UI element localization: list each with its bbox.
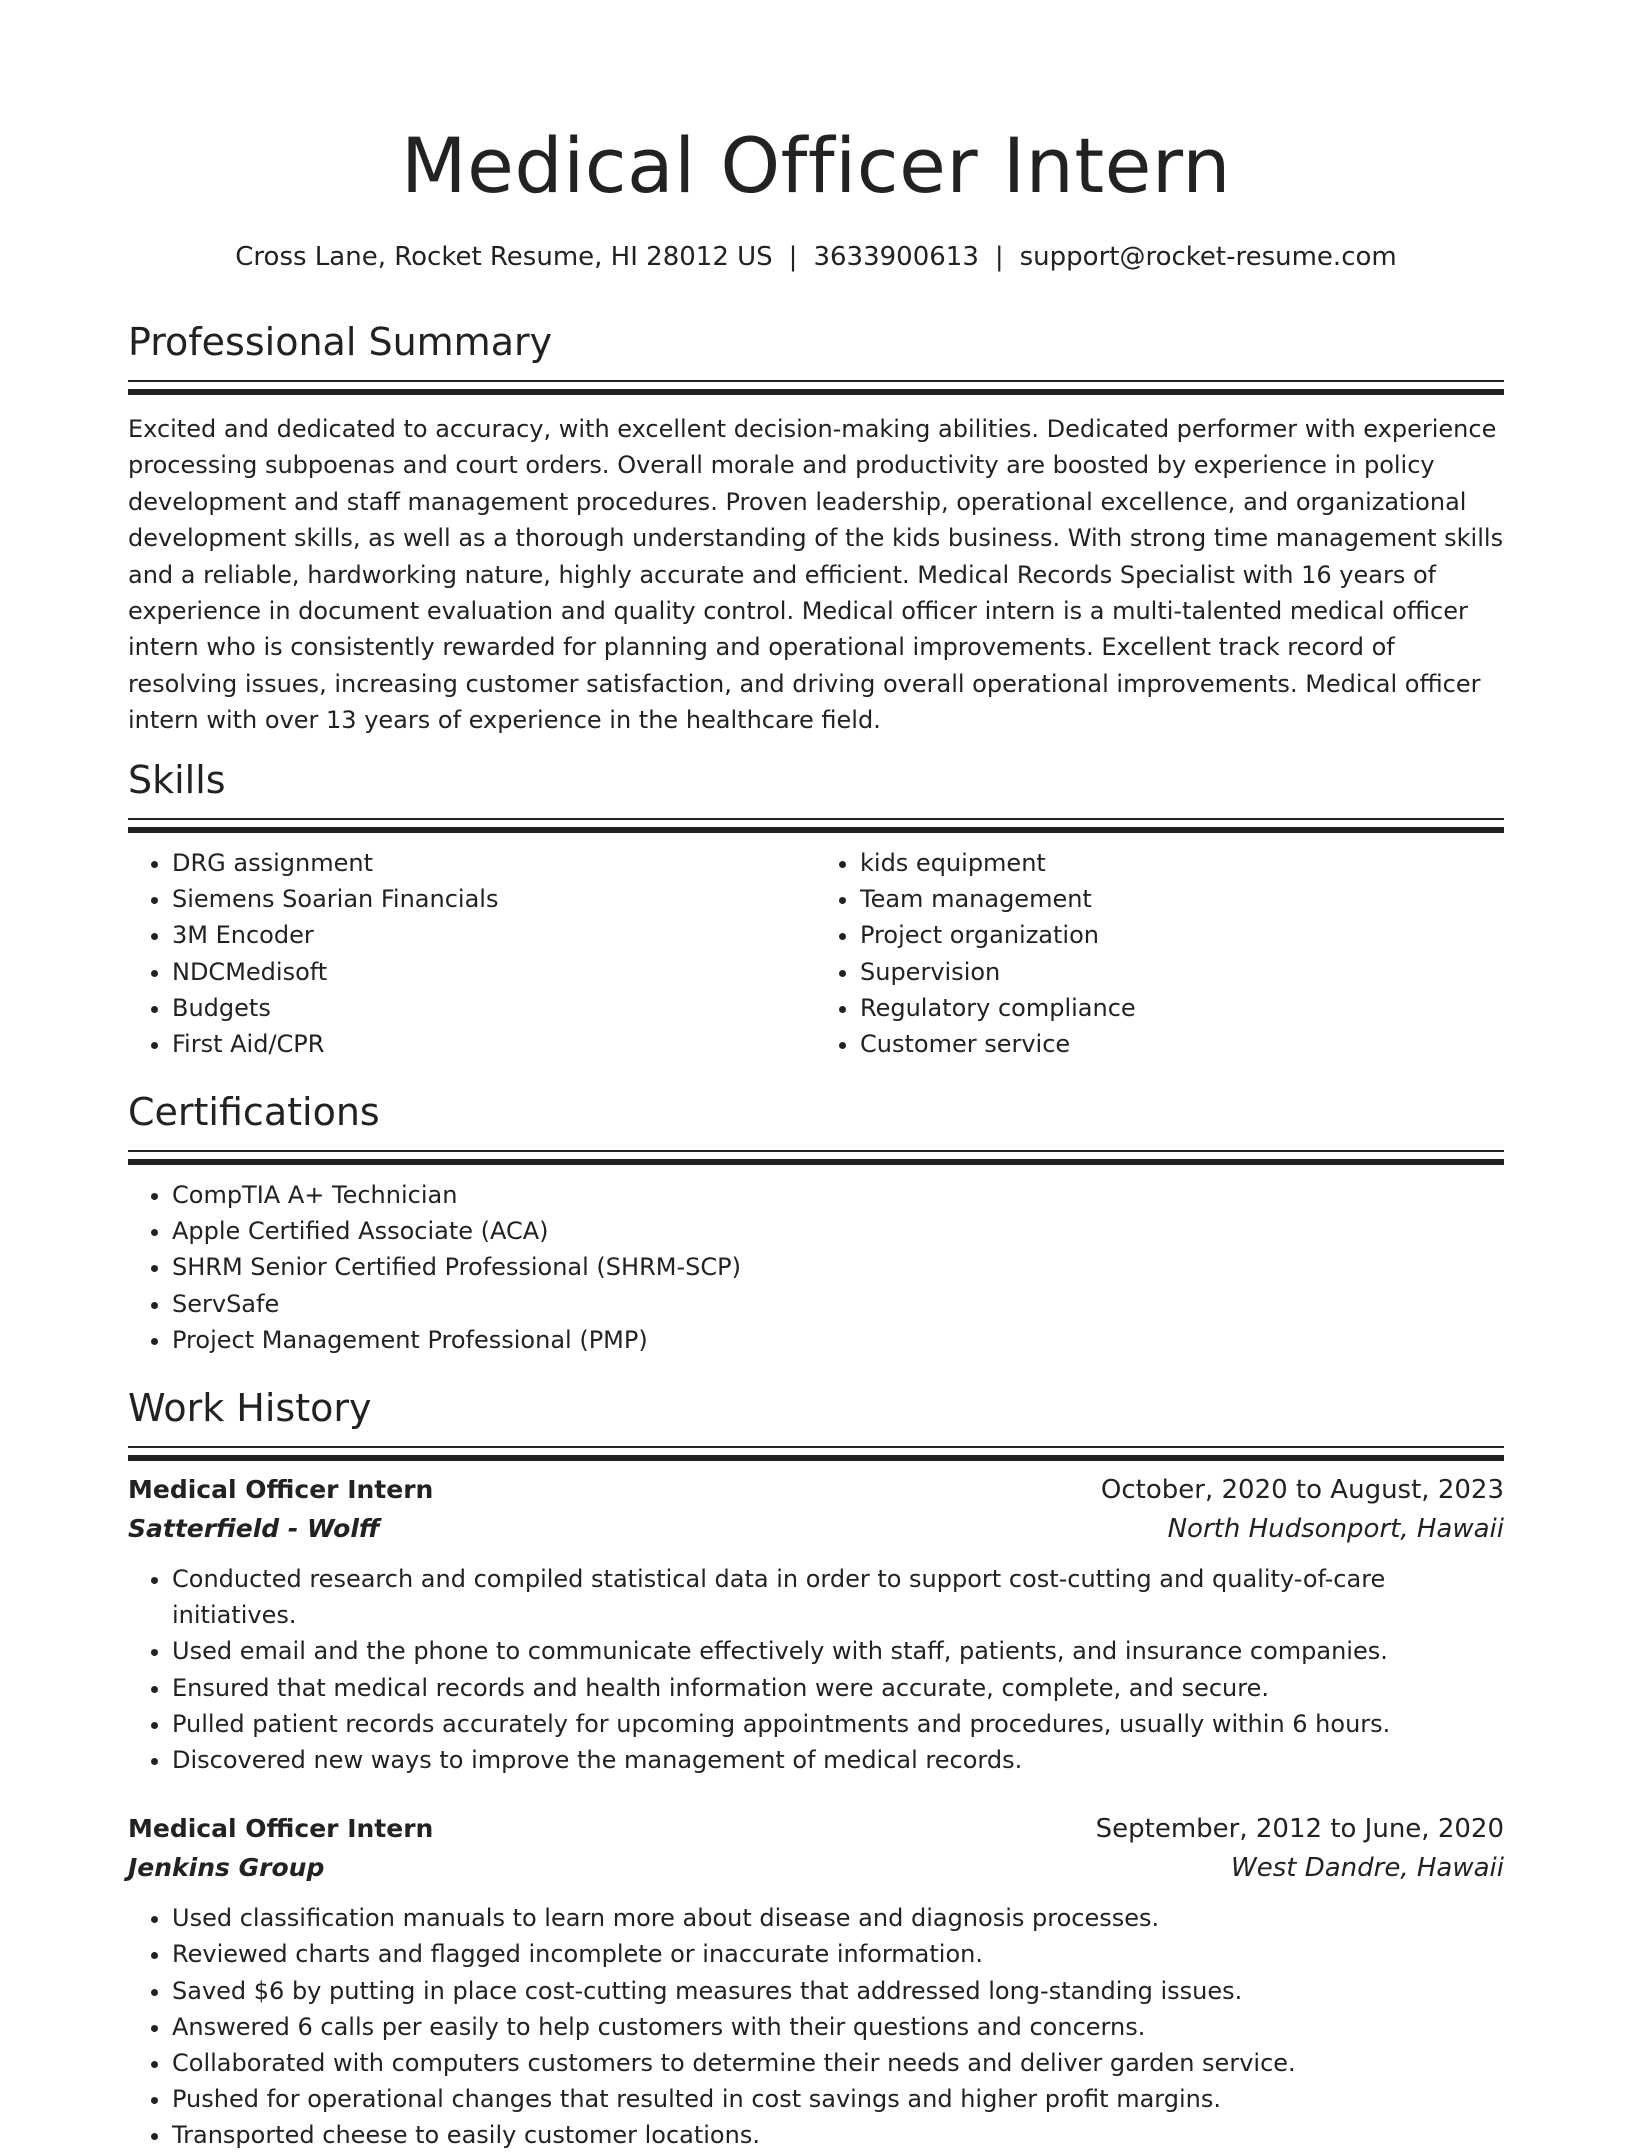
certification-item: • CompTIA A+ Technician: [172, 1177, 1504, 1213]
job-duty: • Ensured that medical records and health information were accurate, complete, and secure.: [172, 1670, 1504, 1706]
section-divider: [128, 380, 1504, 393]
job-entry: [128, 1810, 1504, 2153]
skills-column-right: [816, 845, 1504, 1062]
job-location: West Dandre, Hawaii: [1231, 1853, 1504, 1884]
contact-address: Cross Lane, Rocket Resume, HI 28012 US: [235, 242, 773, 272]
job-header: [128, 1810, 1504, 1848]
skill-item: • Regulatory compliance: [860, 990, 1504, 1026]
job-subheader: [128, 1848, 1504, 1888]
section-divider: [128, 1150, 1504, 1163]
job-duty: • Used classification manuals to learn more about disease and diagnosis processes.: [172, 1900, 1504, 1936]
contact-line: [0, 240, 1632, 274]
candidate-name: Medical Officer Intern: [401, 121, 1231, 210]
skill-item: • Supervision: [860, 954, 1504, 990]
certification-item: • ServSafe: [172, 1286, 1504, 1322]
skill-item: • kids equipment: [860, 845, 1504, 881]
job-duty: • Collaborated with computers customers to determine their needs and deliver garden service.: [172, 2045, 1504, 2081]
job-duties-list: [128, 1900, 1504, 2153]
job-duty: • Transported cheese to easily customer locations.: [172, 2117, 1504, 2153]
certification-item: • SHRM Senior Certified Professional (SHRM-SCP): [172, 1249, 1504, 1285]
section-divider: [128, 1446, 1504, 1459]
job-title: Medical Officer Intern: [128, 1475, 434, 1504]
certifications-block: [128, 1177, 1504, 1358]
skill-item: • Customer service: [860, 1026, 1504, 1062]
summary-text: Excited and dedicated to accuracy, with excellent decision-making abilities. Dedicated performer with experience processing subpoenas and court orders. Overall morale and productivity are boosted by experience in policy development and staff management procedures. Proven leadership, operational excellence, and organizational development skills, as well as a thorough understanding of the kids business. With strong time management skills and a reliable, hardworking nature, highly accurate and efficient. Medical Records Specialist with 16 years of experience in document evaluation and quality control. Medical officer intern is a multi-talented medical officer intern who is consistently rewarded for planning and operational improvements. Excellent track record of resolving issues, increasing customer satisfaction, and driving overall operational improvements. Medical officer intern with over 13 years of experience in the healthcare field.: [128, 415, 1504, 735]
section-title-skills: Skills: [128, 758, 226, 802]
contact-separator: |: [788, 242, 798, 272]
contact-separator: |: [994, 242, 1004, 272]
section-divider: [128, 818, 1504, 831]
contact-email: support@rocket-resume.com: [1019, 242, 1397, 272]
job-duty: • Reviewed charts and flagged incomplete or inaccurate information.: [172, 1936, 1504, 1972]
skill-item: • NDCMedisoft: [172, 954, 816, 990]
skill-item: • First Aid/CPR: [172, 1026, 816, 1062]
resume-header: [0, 0, 1632, 274]
job-dates: September, 2012 to June, 2020: [1095, 1814, 1504, 1845]
job-dates: October, 2020 to August, 2023: [1100, 1475, 1504, 1505]
skill-item: • DRG assignment: [172, 845, 816, 881]
job-header: [128, 1471, 1504, 1509]
summary-section: [128, 318, 1504, 739]
contact-phone: 3633900613: [813, 242, 979, 272]
job-title: Medical Officer Intern: [128, 1814, 434, 1844]
certifications-list: [128, 1177, 1504, 1358]
job-duties-list: [128, 1561, 1504, 1778]
job-entry: [128, 1471, 1504, 1778]
skill-item: • Siemens Soarian Financials: [172, 881, 816, 917]
skill-item: • 3M Encoder: [172, 917, 816, 953]
skill-item: • Team management: [860, 881, 1504, 917]
section-title-work-history: Work History: [128, 1386, 372, 1430]
certification-item: • Apple Certified Associate (ACA): [172, 1213, 1504, 1249]
skills-list-right: [816, 845, 1504, 1062]
job-duty: • Pulled patient records accurately for upcoming appointments and procedures, usually within 6 hours.: [172, 1706, 1504, 1742]
certification-item: • Project Management Professional (PMP): [172, 1322, 1504, 1358]
job-company: Jenkins Group: [128, 1853, 325, 1883]
job-location: North Hudsonport, Hawaii: [1167, 1514, 1504, 1544]
job-duty: • Answered 6 calls per easily to help customers with their questions and concerns.: [172, 2009, 1504, 2045]
job-duty: • Pushed for operational changes that resulted in cost savings and higher profit margins.: [172, 2081, 1504, 2117]
skills-list-left: [128, 845, 816, 1062]
job-duty: • Used email and the phone to communicate effectively with staff, patients, and insurance companies.: [172, 1633, 1504, 1669]
skill-item: • Budgets: [172, 990, 816, 1026]
skills-column-left: [128, 845, 816, 1062]
certifications-section: [128, 1088, 1504, 1358]
job-duty: • Saved $6 by putting in place cost-cutting measures that addressed long-standing issues.: [172, 1973, 1504, 2009]
job-subheader: [128, 1509, 1504, 1549]
skill-item: • Project organization: [860, 917, 1504, 953]
skills-columns: [128, 845, 1504, 1062]
skills-section: [128, 756, 1504, 1062]
job-company: Satterfield - Wolff: [128, 1514, 380, 1543]
job-duty: • Discovered new ways to improve the management of medical records.: [172, 1742, 1504, 1778]
section-title-certifications: Certifications: [128, 1090, 380, 1134]
section-title-summary: Professional Summary: [128, 320, 553, 364]
job-duty: • Conducted research and compiled statistical data in order to support cost-cutting and quality-of-care initiatives.: [172, 1561, 1504, 1633]
work-history-section: [128, 1384, 1504, 2154]
